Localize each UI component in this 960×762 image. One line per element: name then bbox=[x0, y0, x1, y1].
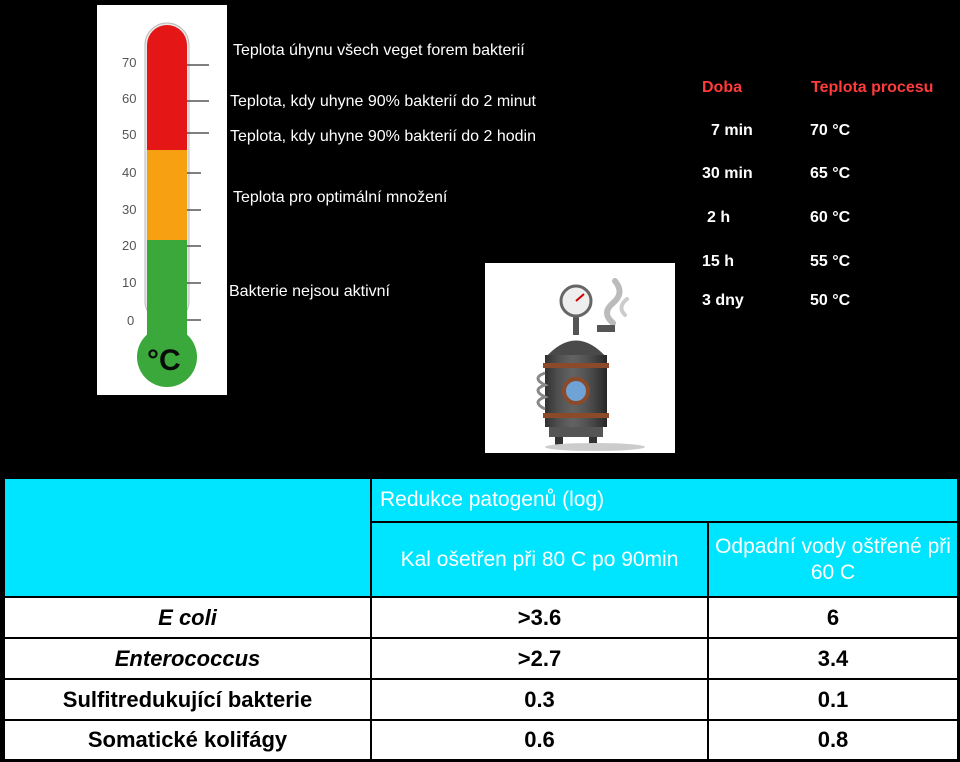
tick-label-50: 50 bbox=[122, 127, 137, 142]
row-label: Sulfitredukující bakterie bbox=[4, 679, 371, 720]
row-label: Enterococcus bbox=[4, 638, 371, 679]
tick-label-60: 60 bbox=[122, 91, 137, 106]
process-time-cell: 2 h bbox=[707, 209, 731, 226]
thermo-green-segment bbox=[147, 240, 187, 335]
tick-label-40: 40 bbox=[122, 165, 137, 180]
water-value: 0.1 bbox=[708, 679, 958, 720]
legend-line-3: Teplota, kdy uhyne 90% bakterií do 2 hodin bbox=[230, 128, 536, 145]
thermometer-image bbox=[97, 5, 227, 395]
process-temp-cell: 65 °C bbox=[810, 165, 851, 182]
legend-line-2: Teplota, kdy uhyne 90% bakterií do 2 minut bbox=[230, 93, 536, 110]
water-value: 6 bbox=[708, 597, 958, 638]
process-temp-cell: 60 °C bbox=[810, 209, 851, 226]
process-temp-cell: 50 °C bbox=[810, 292, 851, 309]
col-header-water: Odpadní vody oštřené při 60 C bbox=[708, 522, 958, 597]
process-col-time-header: Doba bbox=[702, 79, 742, 96]
tick-label-30: 30 bbox=[122, 202, 137, 217]
process-time-cell: 3 dny bbox=[702, 292, 744, 309]
table-row bbox=[4, 679, 958, 720]
table-row bbox=[4, 720, 958, 760]
table-row bbox=[4, 638, 958, 679]
row-label: E coli bbox=[4, 597, 371, 638]
process-time-cell: 15 h bbox=[702, 253, 735, 270]
water-value: 3.4 bbox=[708, 638, 958, 679]
table-title: Redukce patogenů (log) bbox=[371, 478, 958, 522]
table-row bbox=[4, 597, 958, 638]
legend-line-4: Teplota pro optimální množení bbox=[233, 189, 448, 206]
legend-line-5: Bakterie nejsou aktivní bbox=[229, 283, 390, 300]
row-label: Somatické kolifágy bbox=[4, 720, 371, 760]
process-time-cell: 30 min bbox=[702, 165, 753, 182]
celsius-unit-label: °C bbox=[147, 344, 181, 377]
tick-label-70: 70 bbox=[122, 55, 137, 70]
tick-label-10: 10 bbox=[122, 275, 137, 290]
sludge-value: >2.7 bbox=[371, 638, 708, 679]
process-temp-cell: 70 °C bbox=[810, 122, 851, 139]
sludge-value: 0.6 bbox=[371, 720, 708, 760]
sludge-value: >3.6 bbox=[371, 597, 708, 638]
tick-label-20: 20 bbox=[122, 238, 137, 253]
thermo-orange-segment bbox=[147, 150, 187, 240]
process-temp-cell: 55 °C bbox=[810, 253, 851, 270]
sludge-value: 0.3 bbox=[371, 679, 708, 720]
pathogen-reduction-table bbox=[3, 477, 959, 761]
water-value: 0.8 bbox=[708, 720, 958, 760]
legend-line-1: Teplota úhynu všech veget forem bakterií bbox=[233, 42, 525, 59]
col-header-sludge: Kal ošetřen při 80 C po 90min bbox=[371, 522, 708, 597]
process-time-cell: 7 min bbox=[711, 122, 753, 139]
table-corner-cell bbox=[4, 478, 371, 597]
process-col-temp-header: Teplota procesu bbox=[811, 79, 934, 96]
boiler-illustration bbox=[485, 263, 675, 453]
tick-label-0: 0 bbox=[127, 313, 135, 328]
